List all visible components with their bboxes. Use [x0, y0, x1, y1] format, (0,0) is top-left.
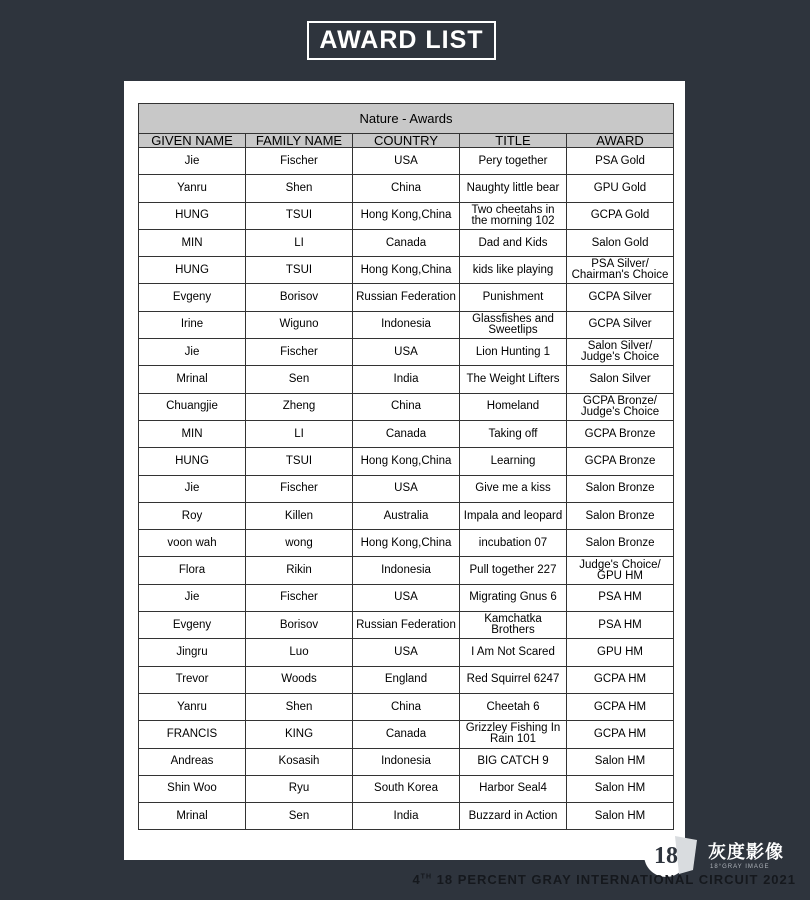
cell-award: Salon HM [567, 748, 674, 775]
cell-title: I Am Not Scared [460, 639, 567, 666]
cell-award: GPU Gold [567, 175, 674, 202]
cell-award: PSA Silver/ Chairman's Choice [567, 257, 674, 284]
cell-family-name: TSUI [246, 202, 353, 229]
table-row [139, 693, 674, 720]
cell-given-name: Andreas [139, 748, 246, 775]
cell-given-name: Chuangjie [139, 393, 246, 420]
cell-family-name: LI [246, 420, 353, 447]
footer-ordinal: 4 [412, 872, 421, 887]
cell-title: Harbor Seal4 [460, 775, 567, 802]
cell-title: Homeland [460, 393, 567, 420]
cell-title: Lion Hunting 1 [460, 339, 567, 366]
cell-given-name: Trevor [139, 666, 246, 693]
table-title-row [139, 104, 674, 134]
cell-country: Canada [353, 721, 460, 748]
cell-given-name: MIN [139, 229, 246, 256]
cell-country: Indonesia [353, 748, 460, 775]
table-row [139, 639, 674, 666]
cell-family-name: Fischer [246, 584, 353, 611]
cell-family-name: KING [246, 721, 353, 748]
cell-country: Indonesia [353, 557, 460, 584]
cell-family-name: Fischer [246, 339, 353, 366]
cell-title: Glassfishes and Sweetlips [460, 311, 567, 338]
cell-award: GCPA Bronze [567, 420, 674, 447]
table-title: Nature - Awards [139, 104, 674, 134]
cell-title: Pery together [460, 148, 567, 175]
cell-title: Taking off [460, 420, 567, 447]
cell-award: PSA HM [567, 584, 674, 611]
footer-text: 18 PERCENT GRAY INTERNATIONAL CIRCUIT 2021 [432, 872, 796, 887]
cell-country: Hong Kong,China [353, 202, 460, 229]
cell-country: USA [353, 584, 460, 611]
cell-country: Australia [353, 502, 460, 529]
cell-title: Punishment [460, 284, 567, 311]
cell-title: Red Squirrel 6247 [460, 666, 567, 693]
table-row [139, 339, 674, 366]
cell-family-name: Zheng [246, 393, 353, 420]
cell-award: Salon Silver [567, 366, 674, 393]
cell-country: Russian Federation [353, 612, 460, 639]
logo-mark-text: 18 [654, 843, 678, 869]
table-row [139, 666, 674, 693]
cell-given-name: Yanru [139, 693, 246, 720]
footer-circuit-name [412, 872, 796, 887]
cell-title: incubation 07 [460, 530, 567, 557]
table-row [139, 502, 674, 529]
cell-given-name: Jie [139, 339, 246, 366]
table-row [139, 775, 674, 802]
cell-title: Migrating Gnus 6 [460, 584, 567, 611]
cell-country: USA [353, 339, 460, 366]
cell-country: England [353, 666, 460, 693]
cell-country: Indonesia [353, 311, 460, 338]
cell-award: Salon Silver/ Judge's Choice [567, 339, 674, 366]
cell-family-name: Borisov [246, 612, 353, 639]
cell-award: GCPA Silver [567, 284, 674, 311]
cell-country: USA [353, 639, 460, 666]
cell-title: Two cheetahs in the morning 102 [460, 202, 567, 229]
cell-given-name: Mrinal [139, 803, 246, 830]
cell-award: GCPA HM [567, 721, 674, 748]
cell-family-name: Borisov [246, 284, 353, 311]
cell-family-name: Shen [246, 693, 353, 720]
cell-title: Give me a kiss [460, 475, 567, 502]
table-row [139, 311, 674, 338]
cell-family-name: Wiguno [246, 311, 353, 338]
table-row [139, 284, 674, 311]
footer-ordinal-suffix: TH [420, 873, 433, 881]
cell-family-name: Rikin [246, 557, 353, 584]
cell-given-name: MIN [139, 420, 246, 447]
cell-family-name: Killen [246, 502, 353, 529]
cell-award: GPU HM [567, 639, 674, 666]
table-row [139, 366, 674, 393]
cell-family-name: wong [246, 530, 353, 557]
cell-title: Pull together 227 [460, 557, 567, 584]
cell-family-name: TSUI [246, 448, 353, 475]
cell-award: Salon HM [567, 803, 674, 830]
cell-given-name: HUNG [139, 448, 246, 475]
table-row [139, 448, 674, 475]
table-row [139, 202, 674, 229]
cell-family-name: LI [246, 229, 353, 256]
cell-given-name: Jie [139, 148, 246, 175]
cell-award: PSA HM [567, 612, 674, 639]
cell-award: GCPA Gold [567, 202, 674, 229]
cell-title: Naughty little bear [460, 175, 567, 202]
cell-award: Judge's Choice/ GPU HM [567, 557, 674, 584]
table-row [139, 257, 674, 284]
cell-award: Salon Bronze [567, 530, 674, 557]
cell-country: Hong Kong,China [353, 448, 460, 475]
table-row [139, 557, 674, 584]
cell-given-name: HUNG [139, 202, 246, 229]
table-row [139, 803, 674, 830]
logo-name: 灰度影像 [708, 842, 784, 862]
table-row [139, 748, 674, 775]
cell-country: South Korea [353, 775, 460, 802]
cell-family-name: Sen [246, 366, 353, 393]
cell-given-name: FRANCIS [139, 721, 246, 748]
cell-family-name: Fischer [246, 475, 353, 502]
cell-given-name: Irine [139, 311, 246, 338]
cell-title: BIG CATCH 9 [460, 748, 567, 775]
cell-country: India [353, 366, 460, 393]
table-body [139, 148, 674, 830]
cell-title: Grizzley Fishing In Rain 101 [460, 721, 567, 748]
cell-country: Hong Kong,China [353, 530, 460, 557]
table-row [139, 393, 674, 420]
cell-family-name: Sen [246, 803, 353, 830]
cell-award: Salon Bronze [567, 502, 674, 529]
cell-given-name: Jie [139, 475, 246, 502]
cell-country: Canada [353, 229, 460, 256]
cell-given-name: HUNG [139, 257, 246, 284]
table-row [139, 721, 674, 748]
cell-country: Russian Federation [353, 284, 460, 311]
column-header-title: TITLE [460, 134, 567, 148]
table-row [139, 584, 674, 611]
cell-award: GCPA HM [567, 693, 674, 720]
cell-family-name: Kosasih [246, 748, 353, 775]
logo-subtitle: 18°GRAY IMAGE [710, 864, 770, 870]
cell-family-name: Shen [246, 175, 353, 202]
cell-award: Salon HM [567, 775, 674, 802]
cell-award: GCPA Bronze/ Judge's Choice [567, 393, 674, 420]
cell-title: The Weight Lifters [460, 366, 567, 393]
cell-award: GCPA HM [567, 666, 674, 693]
cell-family-name: Ryu [246, 775, 353, 802]
column-header-family-name: FAMILY NAME [246, 134, 353, 148]
cell-family-name: Fischer [246, 148, 353, 175]
cell-given-name: Mrinal [139, 366, 246, 393]
column-header-award: AWARD [567, 134, 674, 148]
cell-title: Cheetah 6 [460, 693, 567, 720]
cell-given-name: Evgeny [139, 612, 246, 639]
table-row [139, 229, 674, 256]
cell-country: USA [353, 475, 460, 502]
cell-title: Learning [460, 448, 567, 475]
cell-family-name: TSUI [246, 257, 353, 284]
cell-award: GCPA Bronze [567, 448, 674, 475]
cell-title: Kamchatka Brothers [460, 612, 567, 639]
table-header-row [139, 134, 674, 148]
table-row [139, 612, 674, 639]
cell-country: USA [353, 148, 460, 175]
column-header-country: COUNTRY [353, 134, 460, 148]
cell-given-name: Yanru [139, 175, 246, 202]
cell-country: India [353, 803, 460, 830]
table-row [139, 175, 674, 202]
award-sheet [124, 81, 685, 860]
column-header-given-name: GIVEN NAME [139, 134, 246, 148]
cell-country: Hong Kong,China [353, 257, 460, 284]
cell-award: Salon Gold [567, 229, 674, 256]
cell-given-name: Shin Woo [139, 775, 246, 802]
cell-given-name: Jie [139, 584, 246, 611]
page-title: AWARD LIST [307, 21, 496, 60]
table-row [139, 148, 674, 175]
cell-title: Dad and Kids [460, 229, 567, 256]
cell-title: Buzzard in Action [460, 803, 567, 830]
awards-table [138, 103, 674, 830]
cell-country: China [353, 693, 460, 720]
cell-country: China [353, 393, 460, 420]
cell-award: GCPA Silver [567, 311, 674, 338]
cell-family-name: Luo [246, 639, 353, 666]
cell-country: China [353, 175, 460, 202]
cell-given-name: Flora [139, 557, 246, 584]
cell-given-name: voon wah [139, 530, 246, 557]
cell-given-name: Evgeny [139, 284, 246, 311]
table-row [139, 475, 674, 502]
cell-title: kids like playing [460, 257, 567, 284]
cell-given-name: Roy [139, 502, 246, 529]
cell-award: Salon Bronze [567, 475, 674, 502]
cell-country: Canada [353, 420, 460, 447]
cell-award: PSA Gold [567, 148, 674, 175]
cell-family-name: Woods [246, 666, 353, 693]
cell-title: Impala and leopard [460, 502, 567, 529]
cell-given-name: Jingru [139, 639, 246, 666]
table-row [139, 530, 674, 557]
table-row [139, 420, 674, 447]
